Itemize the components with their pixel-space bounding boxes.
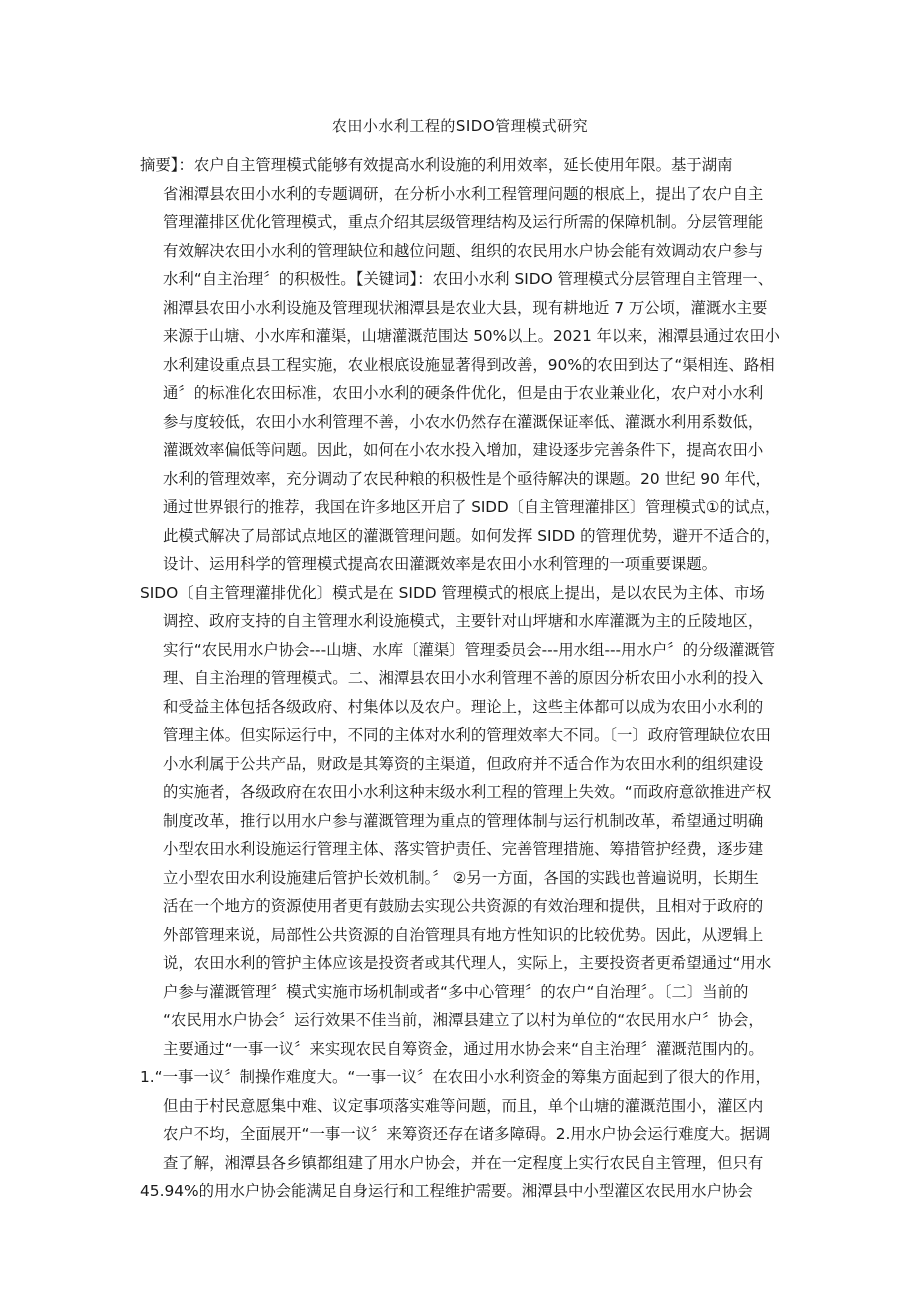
body-line: 活在一个地方的资源使用者更有鼓励去实现公共资源的有效治理和提供，且相对于政府的 (163, 897, 764, 915)
body-line: 的实施者，各级政府在农田小水利这种末级水利工程的管理上失效。“而政府意欲推进产权 (163, 783, 772, 801)
body-line: 小型农田水利设施运行管理主体、落实管护责任、完善管理措施、筹措管护经费，逐步建 (163, 840, 764, 858)
body-line: 外部管理来说，局部性公共资源的自治管理具有地方性知识的比较优势。因此，从逻辑上 (163, 925, 764, 944)
body-line: 理、自主治理的管理模式。二、湘潭县农田小水利管理不善的原因分析农田小水利的投入 (163, 669, 764, 687)
body-line: 调控、政府支持的自主管理水利设施模式，主要针对山坪塘和水库灌溉为主的丘陵地区， (163, 612, 764, 630)
body-line: 和受益主体包括各级政府、村集体以及农户。理论上，这些主体都可以成为农田小水利的 (163, 697, 764, 716)
body-line: 制度改革，推行以用水户参与灌溉管理为重点的管理体制与运行机制改革，希望通过明确 (163, 811, 764, 830)
body-line: 湘潭县农田小水利设施及管理现状湘潭县是农业大县，现有耕地近 7 万公顷，灌溉水主要 (163, 298, 768, 317)
body-line: 来源于山塘、小水库和灌渠，山塘灌溉范围达 50%以上。2021 年以来，湘潭县通过农田小 (163, 327, 780, 345)
body-line: 45.94%的用水户协会能满足自身运行和工程维护需要。湘潭县中小型灌区农民用水户协会 (140, 1182, 753, 1200)
body-line: 主要通过“一事一议〞来实现农民自筹资金，通过用水协会来“自主治理〞灌溉范围内的。 (163, 1039, 764, 1058)
body-line: “农民用水户协会〞运行效果不佳当前，湘潭县建立了以村为单位的“农民用水户〞协会， (163, 1011, 764, 1029)
body-line: 省湘潭县农田小水利的专题调研，在分析小水利工程管理问题的根底上，提出了农户自主 (163, 184, 764, 203)
body-line: 1.“一事一议〞制操作难度大。“一事一议〞在农田小水利资金的筹集方面起到了很大的作用， (140, 1068, 771, 1086)
body-line: 小水利属于公共产品，财政是其筹资的主渠道，但政府并不适合作为农田水利的组织建设 (163, 754, 764, 773)
body-line: 水利建设重点县工程实施，农业根底设施显著得到改善，90%的农田到达了“渠相连、路相 (163, 355, 775, 374)
body-line: 通过世界银行的推荐，我国在许多地区开启了 SIDD〔自主管理灌排区〕管理模式①的试点， (163, 498, 781, 516)
body-line: 设计、运用科学的管理模式提高农田灌溉效率是农田小水利管理的一项重要课题。 (163, 555, 718, 573)
body-line: 管理灌排区优化管理模式，重点介绍其层级管理结构及运行所需的保障机制。分层管理能 (163, 213, 764, 231)
body-line: 通〞的标准化农田标准，农田小水利的硬条件优化，但是由于农业兼业化，农户对小水利 (163, 384, 764, 402)
body-line: 农户不均，全面展开“一事一议〞来筹资还存在诸多障碍。2.用水户协会运行难度大。据调 (163, 1125, 771, 1143)
body-line: 立小型农田水利设施建后管护长效机制。〞 ②另一方面，各国的实践也普遍说明，长期生 (163, 868, 759, 887)
body-line: 实行“农民用水户协会---山塘、水库〔灌渠〕管理委员会---用水组---用水户〞的分级灌溉管 (163, 640, 776, 659)
body-line: 但由于村民意愿集中难、议定事项落实难等问题，而且，单个山塘的灌溉范围小，灌区内 (163, 1096, 764, 1115)
body-line: 水利“自主治理〞的积极性。【关键词】：农田小水利 SIDO 管理模式分层管理自主管理一、 (163, 270, 774, 288)
body-line: 此模式解决了局部试点地区的灌溉管理问题。如何发挥 SIDD 的管理优势，避开不适合的， (163, 526, 781, 545)
body-line: 摘要】：农户自主管理模式能够有效提高水利设施的利用效率，延长使用年限。基于湖南 (140, 156, 733, 174)
body-line: 说，农田水利的管护主体应该是投资者或其代理人，实际上，主要投资者更希望通过“用水 (163, 954, 772, 972)
body-line: 灌溉效率偏低等问题。因此，如何在小农水投入增加，建设逐步完善条件下，提高农田小 (163, 441, 764, 459)
body-line: SIDO〔自主管理灌排优化〕模式是在 SIDD 管理模式的根底上提出，是以农民为主体、市场 (140, 583, 765, 602)
body-line: 户参与灌溉管理〞模式实施市场机制或者“多中心管理〞的农户“自治理〞。〔二〕当前的 (163, 982, 749, 1001)
body-line: 查了解，湘潭县各乡镇都组建了用水户协会，并在一定程度上实行农民自主管理，但只有 (163, 1153, 764, 1172)
body-line: 管理主体。但实际运行中，不同的主体对水利的管理效率大不同。〔一〕政府管理缺位农田 (163, 726, 771, 744)
document-title: 农田小水利工程的SIDO管理模式研究 (331, 117, 589, 135)
body-line: 有效解决农田小水利的管理缺位和越位问题、组织的农民用水户协会能有效调动农户参与 (163, 241, 764, 260)
body-line: 参与度较低，农田小水利管理不善，小农水仍然存在灌溉保证率低、灌溉水利用系数低， (163, 412, 764, 431)
body-line: 水利的管理效率，充分调动了农民种粮的积极性是个亟待解决的课题。20 世纪 90 年代， (163, 469, 771, 488)
